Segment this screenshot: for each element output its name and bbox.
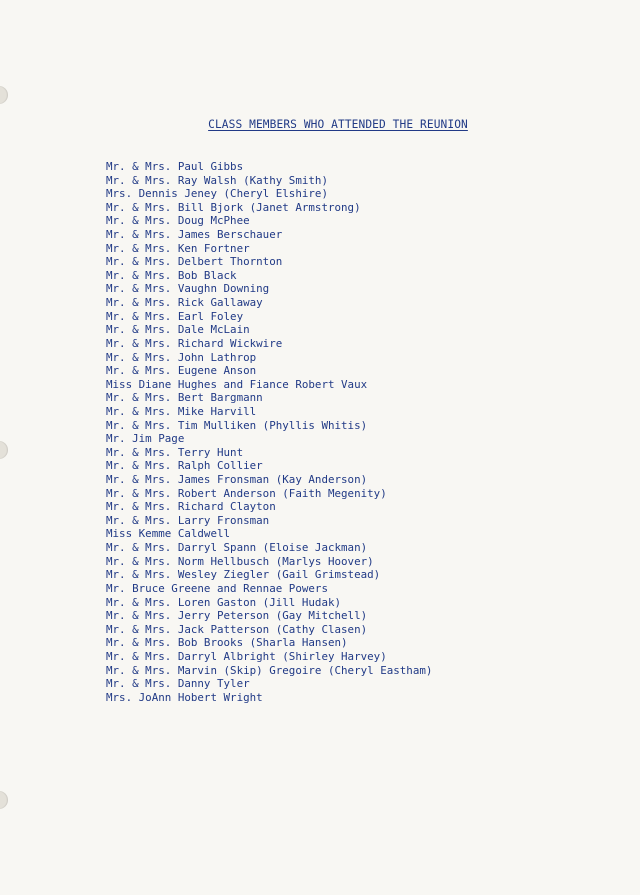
attendee-entry: Mr. & Mrs. John Lathrop [106, 350, 257, 364]
attendee-entry: Mr. Jim Page [106, 432, 185, 446]
attendee-entry: Mr. & Mrs. Jerry Peterson (Gay Mitchell) [106, 609, 368, 623]
attendee-list [106, 160, 432, 704]
attendee-entry: Mr. & Mrs. Norm Hellbusch (Marlys Hoover) [106, 554, 374, 568]
attendee-entry: Miss Kemme Caldwell [106, 527, 231, 541]
attendee-entry: Mr. & Mrs. Darryl Spann (Eloise Jackman) [106, 541, 368, 555]
attendee-entry: Mr. & Mrs. Delbert Thornton [106, 255, 283, 269]
attendee-entry: Mr. & Mrs. Eugene Anson [106, 364, 257, 378]
attendee-entry: Mr. & Mrs. Vaughn Downing [106, 282, 270, 296]
attendee-entry: Miss Diane Hughes and Fiance Robert Vaux [106, 377, 368, 391]
punch-hole [0, 791, 8, 809]
punch-hole [0, 86, 8, 104]
attendee-entry: Mr. & Mrs. Terry Hunt [106, 445, 244, 459]
attendee-entry: Mr. & Mrs. Marvin (Skip) Gregoire (Cheryl Eastham) [106, 663, 433, 677]
attendee-entry: Mr. & Mrs. Bert Bargmann [106, 391, 263, 405]
attendee-entry: Mr. & Mrs. Bob Black [106, 268, 237, 282]
attendee-entry: Mr. & Mrs. Wesley Ziegler (Gail Grimstead) [106, 568, 381, 582]
attendee-entry: Mr. & Mrs. Larry Fronsman [106, 513, 270, 527]
attendee-entry: Mr. Bruce Greene and Rennae Powers [106, 581, 328, 595]
attendee-entry: Mr. & Mrs. Paul Gibbs [106, 160, 244, 173]
attendee-entry: Mrs. Dennis Jeney (Cheryl Elshire) [106, 187, 328, 201]
attendee-entry: Mr. & Mrs. Mike Harvill [106, 404, 257, 418]
attendee-entry: Mr. & Mrs. Danny Tyler [106, 677, 250, 691]
attendee-entry: Mr. & Mrs. Tim Mulliken (Phyllis Whitis) [106, 418, 368, 432]
attendee-entry: Mr. & Mrs. James Fronsman (Kay Anderson) [106, 473, 368, 487]
attendee-entry: Mr. & Mrs. Richard Wickwire [106, 336, 283, 350]
attendee-entry: Mr. & Mrs. Earl Foley [106, 309, 244, 323]
attendee-entry: Mr. & Mrs. Rick Gallaway [106, 296, 263, 310]
attendee-entry: Mr. & Mrs. Loren Gaston (Jill Hudak) [106, 595, 342, 609]
attendee-entry: Mr. & Mrs. Bill Bjork (Janet Armstrong) [106, 200, 361, 214]
attendee-entry: Mr. & Mrs. Ralph Collier [106, 459, 263, 473]
punch-hole [0, 441, 8, 459]
attendee-entry: Mr. & Mrs. Ray Walsh (Kathy Smith) [106, 173, 328, 187]
attendee-entry: Mr. & Mrs. Ken Fortner [106, 241, 250, 255]
attendee-entry: Mr. & Mrs. James Berschauer [106, 228, 283, 242]
attendee-entry: Mrs. JoAnn Hobert Wright [106, 690, 263, 704]
attendee-entry: Mr. & Mrs. Dale McLain [106, 323, 250, 337]
attendee-entry: Mr. & Mrs. Bob Brooks (Sharla Hansen) [106, 636, 348, 650]
attendee-entry: Mr. & Mrs. Robert Anderson (Faith Megenity) [106, 486, 387, 500]
page-title: CLASS MEMBERS WHO ATTENDED THE REUNION [208, 118, 468, 131]
attendee-entry: Mr. & Mrs. Jack Patterson (Cathy Clasen) [106, 622, 368, 636]
attendee-entry: Mr. & Mrs. Doug McPhee [106, 214, 250, 228]
attendee-entry: Mr. & Mrs. Darryl Albright (Shirley Harvey) [106, 649, 387, 663]
attendee-entry: Mr. & Mrs. Richard Clayton [106, 500, 276, 514]
